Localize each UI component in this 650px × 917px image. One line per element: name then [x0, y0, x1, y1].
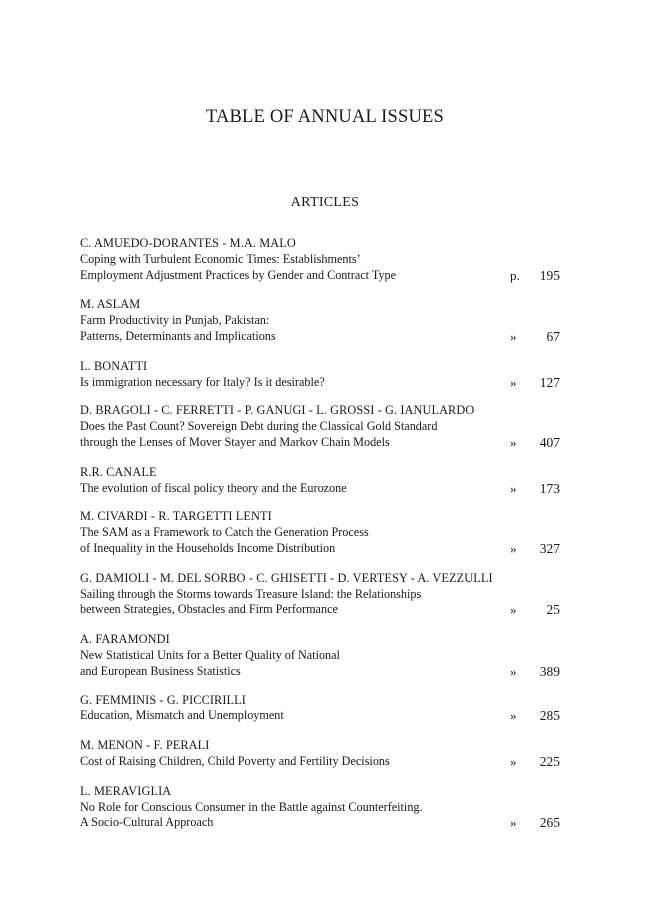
- page-number: 407: [539, 434, 560, 450]
- page-title: TABLE OF ANNUAL ISSUES: [205, 107, 445, 127]
- article-title-line: Cost of Raising Children, Child Poverty and Fertility Decisions: [80, 753, 390, 768]
- page-number: 265: [539, 815, 560, 831]
- article-title-line: between Strategies, Obstacles and Firm Performance: [80, 602, 338, 617]
- article-title-line: Farm Productivity in Punjab, Pakistan:: [80, 313, 270, 328]
- article-entry: [80, 784, 560, 831]
- articles-list: [80, 236, 560, 831]
- page-number: 389: [539, 663, 560, 679]
- article-entry: [80, 403, 560, 450]
- article-entry: [80, 359, 560, 391]
- article-entry: [80, 693, 560, 725]
- page-number: 225: [539, 753, 560, 769]
- page-number: 327: [539, 540, 560, 556]
- article-entry: [80, 297, 560, 344]
- article-entry: [80, 738, 560, 770]
- article-authors: R.R. CANALE: [80, 464, 157, 479]
- article-authors: M. ASLAM: [80, 297, 141, 312]
- page-number: 195: [539, 267, 560, 283]
- article-authors: D. BRAGOLI - C. FERRETTI - P. GANUGI - L. GROSSI - G. IANULARDO: [80, 403, 475, 418]
- page-marker: »: [510, 328, 517, 344]
- article-authors: C. AMUEDO-DORANTES - M.A. MALO: [80, 236, 296, 250]
- page-marker: »: [510, 815, 517, 831]
- page-marker: »: [510, 374, 517, 390]
- page-number: 25: [546, 602, 560, 618]
- article-title-line: A Socio-Cultural Approach: [80, 815, 214, 830]
- article-title-line: New Statistical Units for a Better Quality of National: [80, 647, 340, 662]
- article-title-line: Does the Past Count? Sovereign Debt during the Classical Gold Standard: [80, 419, 438, 434]
- page-marker: »: [510, 708, 517, 724]
- article-title-line: The evolution of fiscal policy theory and the Eurozone: [80, 480, 347, 495]
- page-marker: »: [510, 480, 517, 496]
- article-title-line: Employment Adjustment Practices by Gender and Contract Type: [80, 267, 397, 282]
- article-entry: [80, 632, 560, 679]
- article-title-line: Education, Mismatch and Unemployment: [80, 708, 284, 723]
- article-authors: A. FARAMONDI: [80, 632, 170, 647]
- article-authors: L. BONATTI: [80, 358, 148, 373]
- article-title-line: The SAM as a Framework to Catch the Generation Process: [80, 525, 369, 540]
- page-marker: »: [510, 753, 517, 769]
- section-title: ARTICLES: [290, 195, 360, 210]
- article-authors: G. DAMIOLI - M. DEL SORBO - C. GHISETTI - D. VERTESY - A. VEZZULLI: [80, 570, 493, 585]
- page-marker: »: [510, 540, 517, 556]
- page-number: 285: [539, 708, 560, 724]
- article-entry: [80, 571, 560, 618]
- page-marker: p.: [510, 267, 520, 283]
- article-authors: M. MENON - F. PERALI: [80, 738, 210, 753]
- article-title-line: Sailing through the Storms towards Treasure Island: the Relationships: [80, 586, 422, 601]
- page-number: 127: [539, 374, 560, 390]
- article-title-line: of Inequality in the Households Income Distribution: [80, 540, 336, 555]
- article-title-line: Coping with Turbulent Economic Times: Establishments’: [80, 251, 361, 266]
- page-marker: »: [510, 663, 517, 679]
- article-authors: G. FEMMINIS - G. PICCIRILLI: [80, 692, 246, 707]
- article-authors: L. MERAVIGLIA: [80, 783, 172, 798]
- article-title-line: through the Lenses of Mover Stayer and Markov Chain Models: [80, 434, 390, 449]
- article-title-line: and European Business Statistics: [80, 663, 241, 678]
- article-entry: [80, 465, 560, 497]
- page-number: 67: [546, 328, 560, 344]
- page-marker: »: [510, 434, 517, 450]
- article-authors: M. CIVARDI - R. TARGETTI LENTI: [80, 509, 272, 524]
- article-entry: [80, 236, 560, 283]
- article-title-line: No Role for Conscious Consumer in the Battle against Counterfeiting.: [80, 799, 423, 814]
- article-title-line: Patterns, Determinants and Implications: [80, 328, 276, 343]
- page-marker: »: [510, 602, 517, 618]
- page-number: 173: [539, 480, 560, 496]
- article-title-line: Is immigration necessary for Italy? Is it desirable?: [80, 374, 325, 389]
- article-entry: [80, 509, 560, 556]
